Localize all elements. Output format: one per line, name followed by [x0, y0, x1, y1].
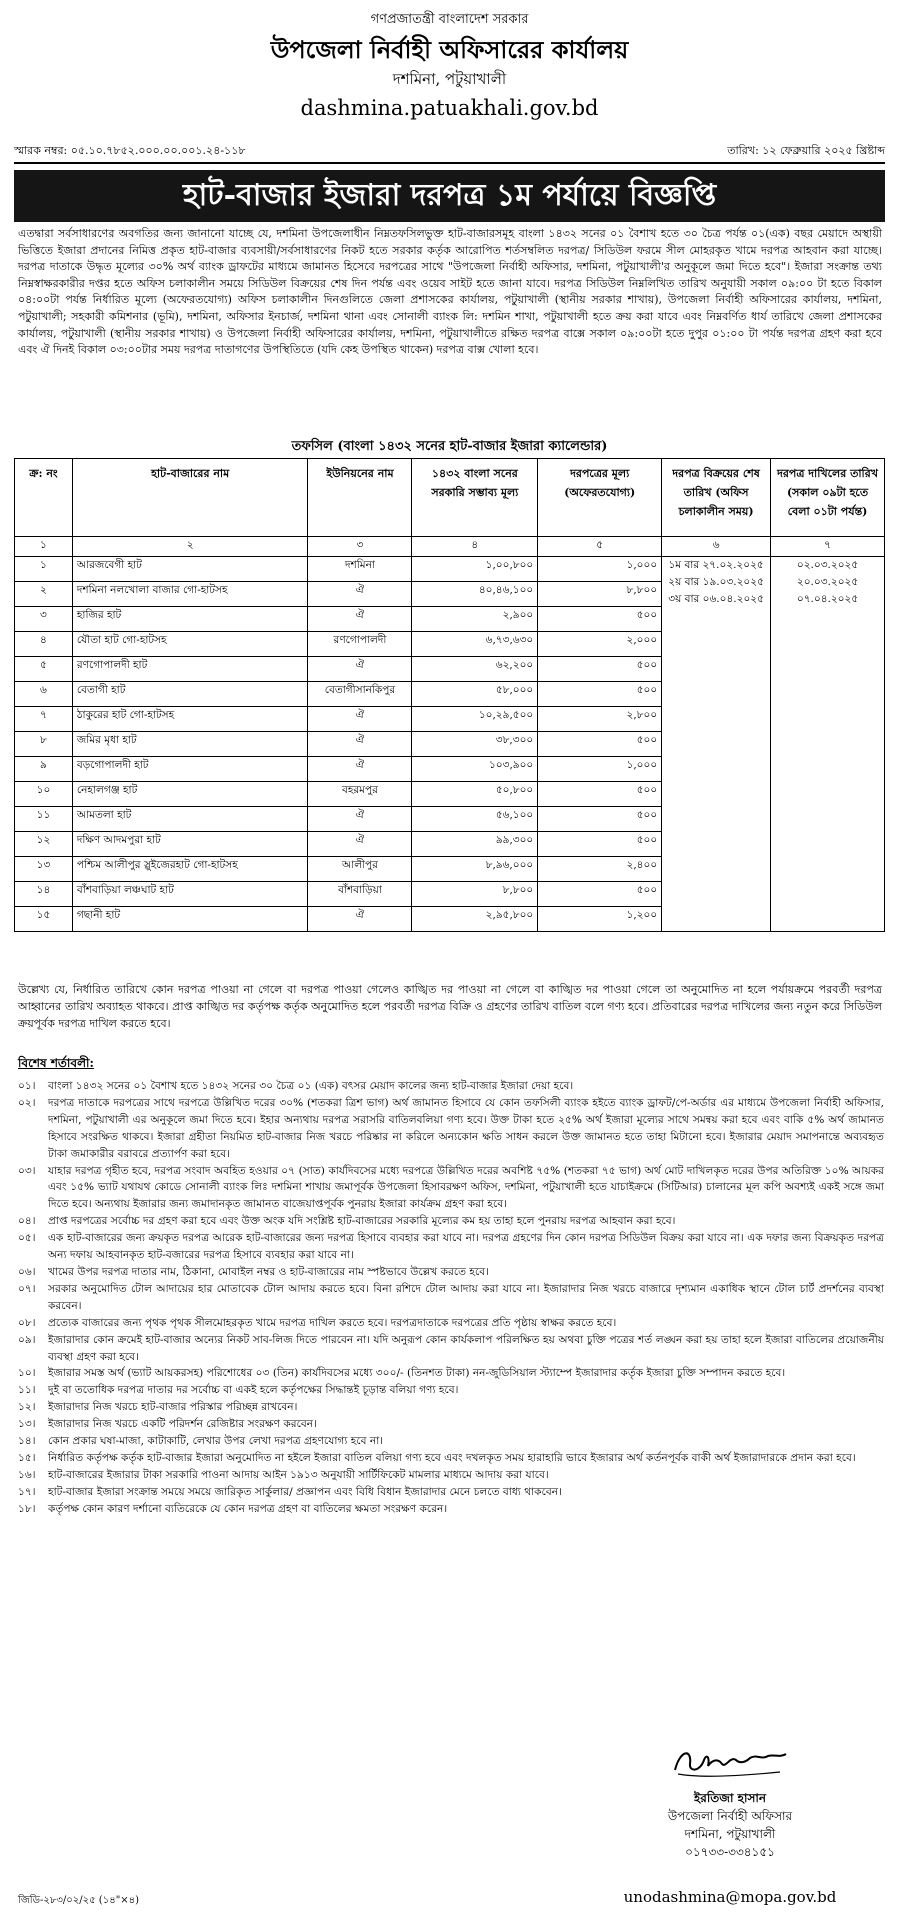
- col-number: ৬: [662, 537, 771, 557]
- condition-item: [18, 1213, 884, 1230]
- condition-item: [18, 1163, 884, 1214]
- condition-text: যাহার দরপত্র গৃহীত হবে, দরপত্র সংবাদ অবহিত হওয়ার ০৭ (সাত) কার্যদিবসের মধ্যে দরপত্রে উল্লিখিত দরের অবশিষ্ট ৭৫% (শতকরা ৭৫ ভাগ) অর্থ মোট দাখিলকৃত দরের উপর অতিরিক্ত ১০% আয়কর এবং ১৫% ভ্যাট যথাযথ কোডে সোনালী ব্যাংক লিঃ দশমিনা শাখায় জমাপূর্বক উপজেলা হিসাবরক্ষণ অফিস, দশমিনা, পটুয়াখালী হতে যাচাইক্রমে (সিটিআর) চালানের মূল কপি অবশ্যই একই সঙ্গে জমা দিতে হবে। অন্যথায় ইজারার জন্য জমাদানকৃত জামানত বাজেয়াপ্তপূর্বক পুনরায় ইজারা কার্যক্রম গ্রহণ করা হবে।: [48, 1164, 884, 1211]
- condition-number: ০৯।: [18, 1333, 36, 1346]
- market-name-cell: নেহালগঞ্জ হাট: [72, 782, 308, 807]
- submission-date: ০৭.০৪.২০২৫: [796, 593, 859, 605]
- condition-text: হাট-বাজার ইজারা সংক্রান্ত সময়ে সময়ে জারিকৃত সার্কুলার/ প্রজ্ঞাপন এবং বিধি বিধান ইজারাদার মেনে চলতে বাধ্য থাকবেন।: [48, 1485, 562, 1498]
- condition-item: [18, 1467, 884, 1484]
- sale-deadline-cell: ১ম বার ২৭.০২.২০২৫ ২য় বার ১৯.০৩.২০২৫ ৩য় বার ০৬.০৪.২০২৫: [662, 557, 771, 932]
- condition-number: ১৩।: [18, 1418, 36, 1431]
- condition-text: নির্ধারিত কর্তৃপক্ষ কর্তৃক হাট-বাজার ইজারা অনুমোদিত না হইলে ইজারা বাতিল বলিয়া গণ্য হবে এবং দখলকৃত সময় হারাহারি ভাবে ইজারার অর্থ কর্তনপূর্বক বাকী অর্থ ইজারাদারকে প্রদান করা হবে।: [48, 1451, 856, 1464]
- govt-price-cell: ২,৯৫,৮০০: [412, 907, 538, 932]
- union-cell: ঐ: [308, 582, 412, 607]
- schedule-table: [14, 458, 885, 932]
- condition-item: [18, 1433, 884, 1450]
- govt-price-cell: ৮,৯৬,০০০: [412, 857, 538, 882]
- condition-text: দুই বা ততোধিক দরপত্র দাতার দর সর্বোচ্চ বা একই হলে কর্তৃপক্ষের সিদ্ধান্তই চূড়ান্ত বলিয়া গণ্য হবে।: [48, 1384, 459, 1397]
- market-name-cell: আরজবেগী হাট: [72, 557, 308, 582]
- condition-number: ০৭।: [18, 1282, 36, 1295]
- govt-price-cell: ৮,৮০০: [412, 882, 538, 907]
- condition-item: [18, 1399, 884, 1416]
- contact-email[interactable]: unodashmina@mopa.gov.bd: [623, 1888, 837, 1906]
- govt-heading: গণপ্রজাতন্ত্রী বাংলাদেশ সরকার: [370, 12, 529, 27]
- condition-item: [18, 1501, 884, 1518]
- schedule-fee-cell: ২,৮০০: [538, 707, 662, 732]
- market-name-cell: বড়গোপালদী হাট: [72, 757, 308, 782]
- signature-block: [600, 1745, 860, 1861]
- col-header-govt-price: ১৪৩২ বাংলা সনের সরকারি সম্ভাব্য মূল্য: [412, 459, 538, 537]
- condition-item: [18, 1078, 884, 1095]
- union-cell: রণগোপালদী: [308, 632, 412, 657]
- condition-item: [18, 1315, 884, 1332]
- condition-number: ১৬।: [18, 1468, 36, 1481]
- condition-item: [18, 1230, 884, 1264]
- union-cell: বেতাগীসানকিপুর: [308, 682, 412, 707]
- schedule-fee-cell: ৫০০: [538, 607, 662, 632]
- condition-text: খামের উপর দরপত্র দাতার নাম, ঠিকানা, মোবাইল নম্বর ও হাট-বাজারের নাম স্পষ্টভাবে উল্লেখ করতে হবে।: [48, 1265, 489, 1278]
- union-cell: ঐ: [308, 707, 412, 732]
- note-paragraph: উল্লেখ্য যে, নির্ধারিত তারিখে কোন দরপত্র পাওয়া না গেলে বা দরপত্র পাওয়া গেলেও কাঙ্খিত দর পাওয়া না গেলে বা কাঙ্খিত দর পাওয়া গেলে তা অনুমোদিত না হলে পর্যায়ক্রমে পরবর্তী দরপত্র আহ্বানের তারিখ অব্যাহত থাকবে। প্রাপ্ত কাঙ্খিত দর কর্তৃপক্ষ কর্তৃক অনুমোদিত হলে পরবর্তী দরপত্র বিক্রি ও গ্রহণের তারিখ বাতিল বলে গণ্য হবে। প্রতিবারের দরপত্র দাখিলের জন্য নতুন করে সিডিউল ক্রয়পূর্বক দরপত্র দাখিল করতে হবে।: [18, 983, 882, 1030]
- market-name-cell: দশমিনা নলখোলা বাজার গো-হাটসহ: [72, 582, 308, 607]
- market-name-cell: যৌতা হাট গো-হাটসহ: [72, 632, 308, 657]
- union-cell: আলীপুর: [308, 857, 412, 882]
- schedule-fee-cell: ১,০০০: [538, 757, 662, 782]
- col-number: ৩: [308, 537, 412, 557]
- special-conditions-title: বিশেষ শর্তাবলী:: [18, 1056, 94, 1070]
- condition-number: ০২।: [18, 1096, 36, 1109]
- serial-cell: ৩: [15, 607, 73, 632]
- condition-text: বাংলা ১৪৩২ সনের ০১ বৈশাখ হতে ১৪৩২ সনের ৩০ চৈত্র ০১ (এক) বৎসর মেয়াদ কালের জন্য হাট-বাজার ইজারা দেয়া হবে।: [48, 1080, 574, 1092]
- market-name-cell: বেতাগী হাট: [72, 682, 308, 707]
- condition-number: ১৪।: [18, 1435, 36, 1448]
- condition-item: [18, 1450, 884, 1467]
- special-conditions-list: [18, 1078, 884, 1518]
- condition-item: [18, 1281, 884, 1315]
- col-number: ২: [72, 537, 308, 557]
- condition-text: কোন প্রকার ঘষা-মাজা, কাটাকাটি, লেখার উপর লেখা দরপত্র গ্রহণযোগ্য হবে না।: [48, 1435, 384, 1448]
- condition-number: ০৫।: [18, 1232, 36, 1245]
- condition-text: ইজারাদার কোন ক্রমেই হাট-বাজার অন্যের নিকট সাব-লিজ দিতে পারবেন না। যদি অনুরূপ কোন কার্যকলাপ পরিলক্ষিত হয় অথবা চুক্তি পত্রের শর্ত লঙ্ঘন করা হয় তাহা হলে ইজারা বাতিলের প্রয়োজনীয় ব্যবস্থা গ্রহণ করা হবে।: [48, 1333, 884, 1363]
- col-number: ৫: [538, 537, 662, 557]
- govt-price-cell: ২,৯০০: [412, 607, 538, 632]
- govt-price-cell: ৯৯,৩০০: [412, 832, 538, 857]
- serial-cell: ৮: [15, 732, 73, 757]
- serial-cell: ১: [15, 557, 73, 582]
- signatory-name: ইরতিজা হাসান: [693, 1791, 767, 1805]
- col-header-market-name: হাট-বাজারের নাম: [72, 459, 308, 537]
- col-header-submission-date: দরপত্র দাখিলের তারিখ (সকাল ০৯টা হতে বেলা ০১টা পর্যন্ত): [771, 459, 885, 537]
- serial-cell: ১৫: [15, 907, 73, 932]
- market-name-cell: রণগোপালদী হাট: [72, 657, 308, 682]
- schedule-fee-cell: ৫০০: [538, 832, 662, 857]
- col-header-sale-deadline: দরপত্র বিক্রয়ের শেষ তারিখ (অফিস চলাকালীন সময়): [662, 459, 771, 537]
- condition-item: [18, 1382, 884, 1399]
- serial-cell: ৯: [15, 757, 73, 782]
- submission-date: ০২.০৩.২০২৫: [796, 559, 859, 571]
- condition-text: দরপত্র দাতাকে দরপত্রের সাথে দরপত্রে উল্লিখিত দরের ৩০% (শতকরা ত্রিশ ভাগ) অর্থ জামানত হিসাবে যে কোন তফসিলী ব্যাংক হইতে ব্যাংক ড্রাফট/পে-অর্ডার এর মাধ্যমে উপজেলা নির্বাহী অফিসার, দশমিনা, পটুয়াখালী এর অনুকূলে জমা দিতে হবে। ইহার অন্যথায় দরপত্র সরাসরি বাতিলবলিয়া গণ্য হবে। উক্ত টাকা হতে ২৫% অর্থ ইজারা মূল্যের সাথে সমন্বয় করা হবে এবং বাকি ৫% অর্থ জামানত হিসাবে সংরক্ষিত থাকবে। ইজারা গ্রহীতা নিয়মিত হাট-বাজার নিজ খরচে পরিষ্কার না করিলে অন্যকোন ক্ষতি সাধন করলে উক্ত জামানত হতে তাহা মিটানো হবে। ইজারার মেয়াদ সমাপনান্তে অব্যবহৃত টাকা জমাকারীর বরাবরে প্রত্যার্পণ করা হবে।: [48, 1096, 884, 1160]
- condition-text: প্রাপ্ত দরপত্রের সর্বোচ্চ দর গ্রহণ করা হবে এবং উক্ত অংক যদি সংশ্লিষ্ট হাট-বাজারের সরকারি মূল্যের কম হয় তাহা হলে পুনরায় দরপত্র আহবান করা হবে।: [48, 1215, 676, 1228]
- reference-line: [14, 142, 885, 162]
- market-name-cell: গছানী হাট: [72, 907, 308, 932]
- submission-date-cell: [771, 557, 885, 932]
- table-header-row: [15, 459, 885, 537]
- serial-cell: ৫: [15, 657, 73, 682]
- market-name-cell: ঠাকুরের হাট গো-হাটসহ: [72, 707, 308, 732]
- condition-text: প্রত্যেক বাজারের জন্য পৃথক পৃথক সীলমোহরকৃত খামে দরপত্র দাখিল করতে হবে। দরপত্রদাতাকে দরপত্রের প্রতি পৃষ্ঠায় স্বাক্ষর করতে হবে।: [48, 1316, 617, 1329]
- condition-number: ১৫।: [18, 1451, 36, 1464]
- col-number: ৪: [412, 537, 538, 557]
- col-number: ৭: [771, 537, 885, 557]
- schedule-caption: তফসিল (বাংলা ১৪৩২ সনের হাট-বাজার ইজারা ক্যালেন্ডার): [291, 439, 608, 454]
- signatory-place: দশমিনা, পটুয়াখালী: [684, 1827, 776, 1841]
- submission-date: ২০.০৩.২০২৫: [796, 576, 859, 588]
- condition-item: [18, 1332, 884, 1366]
- condition-text: সরকার অনুমোদিত টোল আদায়ের হার মোতাবেক টোল আদায় করতে হবে। বিনা রশিদে টোল আদায় করা যাবে না। ইজারাদার নিজ খরচে বাজারে দৃশ্যমান একাধিক স্থানে টোল চার্ট প্রদর্শনের ব্যবস্থা করবেন।: [48, 1282, 884, 1312]
- union-cell: ঐ: [308, 657, 412, 682]
- condition-number: ১০।: [18, 1367, 36, 1380]
- serial-cell: ১৩: [15, 857, 73, 882]
- market-name-cell: জমির মৃধা হাট: [72, 732, 308, 757]
- location-heading: দশমিনা, পটুয়াখালী: [392, 70, 507, 88]
- condition-text: ইজারাদার নিজ খরচে হাট-বাজার পরিস্কার পরিচ্ছন্ন রাখবেন।: [48, 1401, 298, 1414]
- union-cell: বাঁশবাড়িয়া: [308, 882, 412, 907]
- serial-cell: ৭: [15, 707, 73, 732]
- schedule-table-container: [14, 458, 885, 932]
- govt-price-cell: ৬,৭৩,৬৩০: [412, 632, 538, 657]
- condition-item: [18, 1095, 884, 1163]
- market-name-cell: পশ্চিম আলীপুর স্লুইজেরহাট গো-হাটসহ: [72, 857, 308, 882]
- schedule-fee-cell: ৫০০: [538, 807, 662, 832]
- serial-cell: ১০: [15, 782, 73, 807]
- market-name-cell: আমতলা হাট: [72, 807, 308, 832]
- serial-cell: ১৪: [15, 882, 73, 907]
- condition-text: কর্তৃপক্ষ কোন কারণ দর্শানো ব্যতিরেকে যে কোন দরপত্র গ্রহণ বা বাতিলের ক্ষমতা সংরক্ষণ করেন।: [48, 1502, 448, 1515]
- website-link[interactable]: dashmina.patuakhali.gov.bd: [300, 96, 599, 120]
- govt-price-cell: ১০,২৯,৫০০: [412, 707, 538, 732]
- govt-price-cell: ১,০০,৮০০: [412, 557, 538, 582]
- schedule-fee-cell: ৫০০: [538, 657, 662, 682]
- govt-price-cell: ৩৮,৩০০: [412, 732, 538, 757]
- publication-code: জিডি-২৮৩/০২/২৫ (১৪"×৪): [18, 1895, 140, 1906]
- govt-price-cell: ১০৩,৯০০: [412, 757, 538, 782]
- condition-item: [18, 1416, 884, 1433]
- col-header-serial: ক্র: নং: [15, 459, 73, 537]
- union-cell: বহরমপুর: [308, 782, 412, 807]
- serial-cell: ২: [15, 582, 73, 607]
- intro-paragraph: এতদ্বারা সর্বসাধারণের অবগতির জন্য জানানো যাচ্ছে যে, দশমিনা উপজেলাধীন নিম্নতফসিলভুক্ত হাট-বাজারসমূহ বাংলা ১৪৩২ সনের ০১ বৈশাখ হতে ৩০ চৈত্র পর্যন্ত ০১(এক) বছর মেয়াদে অস্থায়ী ভিত্তিতে ইজারা প্রদানের নিমিত্ত প্রকৃত হাট-বাজার ব্যবসায়ী/সর্বসাধারণের নিকট হতে সরকার কর্তৃক আরোপিত শর্তসম্বলিত দরপত্র/ সিডিউল ফরমে সীল মোহরকৃত খামে দরপত্র আহবান করা যাচ্ছে। দরপত্র দাতাকে উদ্ধৃত মূল্যের ৩০% অর্থ ব্যাংক ড্রাফটের মাধ্যমে জামানত হিসেবে দরপত্রের সাথে "উপজেলা নির্বাহী অফিসার, দশমিনা, পটুয়াখালী'র অনুকূলে জমা দিতে হবে"। ইজারা সংক্রান্ত তথ্য নিম্নস্বাক্ষরকারীর দপ্তর হতে অফিস চলাকালীন সময়ে সিডিউল বিক্রয়ের শেষ দিন পর্যন্ত এবং ওয়েব সাইট হতে জানা যাবে। দরপত্র সিডিউল নিম্নলিখিত তারিখ অনুযায়ী সকাল ০৯:০০ টা হতে বিকাল ০৪:০০টা পর্যন্ত নির্ধারিত মূল্যে (অফেরতযোগ্য) অফিস চলাকালীন দিনগুলিতে জেলা প্রশাসকের কার্যালয়, পটুয়াখালী (স্থানীয় সরকার শাখায়), উপজেলা নির্বাহী অফিসারের কার্যালয়, দশমিনা, পটুয়াখালী; সহকারী কমিশনার (ভূমি), দশমিনা, অফিসার ইনচার্জ, দশমিনা থানা এবং সোনালী ব্যাংক লি: দশমিন শাখা, পটুয়াখালী হতে ক্রয় করা যাবে এবং নিম্নবর্ণিত ধার্য তারিখে জেলা প্রশাসকের কার্যালয়, পটুয়াখালী (স্থানীয় সরকার শাখায়) ও উপজেলা নির্বাহী অফিসারের কার্যালয়, দশমিনা, পটুয়াখালীতে রক্ষিত দরপত্র বাক্সে সকাল ০৯:০০টা হতে দুপুর ০১:০০ টা পর্যন্ত দরপত্র গ্রহণ করা হবে এবং ঐ দিনই বিকাল ০৩:০০টার সময় দরপত্র দাতাগণের উপস্থিতিতে (যদি কেহ উপস্থিত থাকেন) দরপত্র বাক্স খোলা হবে।: [18, 227, 882, 357]
- union-cell: ঐ: [308, 732, 412, 757]
- signatory-phone: ০১৭৩৩-৩৩৪১৫১: [685, 1845, 775, 1859]
- union-cell: ঐ: [308, 607, 412, 632]
- condition-text: ইজারাদার নিজ খরচে একটি পরিদর্শন রেজিষ্টার সংরক্ষণ করবেন।: [48, 1418, 317, 1431]
- serial-cell: ১২: [15, 832, 73, 857]
- schedule-fee-cell: ৫০০: [538, 682, 662, 707]
- serial-cell: ১১: [15, 807, 73, 832]
- col-header-schedule-fee: দরপত্রের মূল্য (অফেরতযোগ্য): [538, 459, 662, 537]
- condition-number: ০৬।: [18, 1265, 36, 1278]
- condition-number: ০৮।: [18, 1316, 36, 1329]
- govt-price-cell: ৫৮,০০০: [412, 682, 538, 707]
- schedule-fee-cell: ২,৪০০: [538, 857, 662, 882]
- schedule-fee-cell: ১,০০০: [538, 557, 662, 582]
- notice-banner-title: হাট-বাজার ইজারা দরপত্র ১ম পর্যায়ে বিজ্ঞপ্তি: [14, 170, 885, 222]
- condition-number: ১৭।: [18, 1485, 36, 1498]
- union-cell: ঐ: [308, 832, 412, 857]
- condition-text: এক হাট-বাজারের জন্য ক্রয়কৃত দরপত্র আরেক হাট-বাজারের জন্য দরপত্র হিসাবে ব্যবহার করা যাবে না। দরপত্র গ্রহণের দিন কোন দরপত্র সিডিউল বিক্রয় করা যাবে না। এক দফার জন্য বিক্রয়কৃত দরপত্র অন্য দফায় আহবানকৃত হাট-বজারের দরপত্র হিসাবে ব্যবহার করা যাবে না।: [48, 1232, 884, 1262]
- condition-number: ০৪।: [18, 1215, 36, 1228]
- condition-item: [18, 1365, 884, 1382]
- header-divider: [14, 162, 885, 164]
- office-heading: উপজেলা নির্বাহী অফিসারের কার্যালয়: [270, 35, 629, 64]
- govt-price-cell: ৫০,৮০০: [412, 782, 538, 807]
- condition-number: ১৮।: [18, 1502, 36, 1515]
- govt-price-cell: ৬২,২০০: [412, 657, 538, 682]
- condition-item: [18, 1264, 884, 1281]
- union-cell: ঐ: [308, 757, 412, 782]
- condition-number: ০১।: [18, 1080, 36, 1092]
- condition-text: হাট-বাজারের ইজারার টাকা সরকারি পাওনা আদায় আইন ১৯১৩ অনুযায়ী সার্টিফিকেট মামলার মাধ্যমে আদায় করা যাবে।: [48, 1468, 549, 1481]
- notice-date: তারিখ: ১২ ফেব্রুয়ারি ২০২৫ খ্রিষ্টাব্দ: [727, 144, 885, 157]
- serial-cell: ৬: [15, 682, 73, 707]
- market-name-cell: বাঁশবাড়িয়া লঞ্চঘাট হাট: [72, 882, 308, 907]
- condition-number: ১১।: [18, 1384, 36, 1397]
- schedule-fee-cell: ১,২০০: [538, 907, 662, 932]
- union-cell: ঐ: [308, 907, 412, 932]
- schedule-fee-cell: ৫০০: [538, 882, 662, 907]
- schedule-fee-cell: ৮,৮০০: [538, 582, 662, 607]
- schedule-fee-cell: ৫০০: [538, 782, 662, 807]
- condition-text: ইজারার সমস্ত অর্থ (ভ্যাট আয়করসহ) পরিশোধের ০৩ (তিন) কার্যদিবসের মধ্যে ৩০০/- (তিনশত টাকা) নন-জুডিসিয়াল স্ট্যাম্পে ইজারাদার কর্তৃক ইজারা চুক্তি সম্পাদন করতে হবে।: [48, 1367, 786, 1380]
- schedule-fee-cell: ৫০০: [538, 732, 662, 757]
- condition-number: ০৩।: [18, 1164, 36, 1177]
- serial-cell: ৪: [15, 632, 73, 657]
- govt-price-cell: ৪০,৪৬,১০০: [412, 582, 538, 607]
- market-name-cell: দক্ষিণ আদমপুরা হাট: [72, 832, 308, 857]
- market-name-cell: হাজির হাট: [72, 607, 308, 632]
- schedule-fee-cell: ২,০০০: [538, 632, 662, 657]
- union-cell: ঐ: [308, 807, 412, 832]
- union-cell: দশমিনা: [308, 557, 412, 582]
- table-row: [15, 557, 885, 582]
- condition-item: [18, 1484, 884, 1501]
- memo-number: স্মারক নম্বর: ০৫.১০.৭৮৫২.০০০.০০.০০১.২৪-১১৮: [14, 144, 246, 157]
- column-number-row: [15, 537, 885, 557]
- condition-number: ১২।: [18, 1401, 36, 1414]
- signatory-designation: উপজেলা নির্বাহী অফিসার: [667, 1809, 793, 1823]
- col-header-union: ইউনিয়নের নাম: [308, 459, 412, 537]
- govt-price-cell: ৫৬,১০০: [412, 807, 538, 832]
- col-number: ১: [15, 537, 73, 557]
